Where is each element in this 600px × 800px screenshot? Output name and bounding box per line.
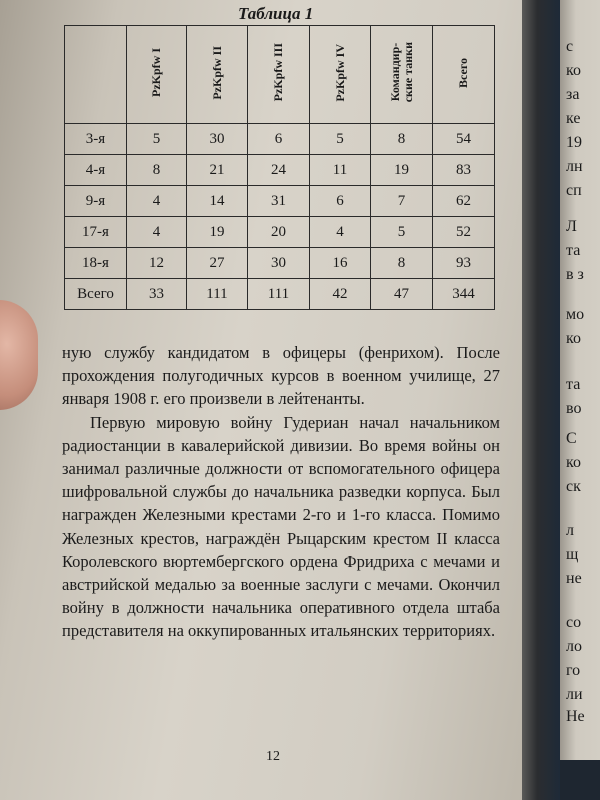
table-cell: 111 (187, 279, 248, 310)
table-cell: 21 (187, 155, 248, 186)
table-cell: 111 (248, 279, 310, 310)
table-cell: 42 (310, 279, 371, 310)
table-cell: 27 (187, 248, 248, 279)
table-cell: 93 (433, 248, 495, 279)
table-row (65, 217, 495, 248)
table-cell: 19 (187, 217, 248, 248)
right-page-line: ли (566, 686, 583, 703)
table-header-cell (65, 26, 127, 124)
table-cell: 19 (371, 155, 433, 186)
right-page-line: во (566, 400, 582, 417)
table-cell: 6 (248, 124, 310, 155)
table-cell: 8 (371, 248, 433, 279)
table-cell: 8 (371, 124, 433, 155)
right-page (560, 0, 600, 760)
table-cell: 12 (127, 248, 187, 279)
table-header-cell: PzKpfw IV (310, 26, 371, 124)
paragraph: ную службу кандидатом в офицеры (фенрихом). После прохождения полугодичных курсов в военном училище, 27 января 1908 г. его произвели в лейтенанты. (62, 343, 500, 409)
table-cell: 30 (187, 124, 248, 155)
table-caption: Таблица 1 (238, 4, 314, 23)
table-cell: 11 (310, 155, 371, 186)
right-page-line: та (566, 242, 581, 259)
right-page-line: Л (566, 218, 577, 235)
right-page-line: не (566, 570, 582, 587)
table-row (65, 248, 495, 279)
thumb (0, 300, 38, 410)
table-row (65, 155, 495, 186)
table-cell: 5 (127, 124, 187, 155)
right-page-line: ке (566, 110, 581, 127)
tank-table (64, 25, 495, 310)
table-cell: 6 (310, 186, 371, 217)
page-number: 12 (266, 749, 280, 764)
right-page-line: ко (566, 454, 581, 471)
right-page-line: сп (566, 182, 582, 199)
table-header-cell: PzKpfw II (187, 26, 248, 124)
right-page-line: мо (566, 306, 585, 323)
table-cell: 4 (127, 186, 187, 217)
table-row (65, 186, 495, 217)
right-page-line: го (566, 662, 581, 679)
right-page-line: щ (566, 546, 579, 563)
table-cell: 33 (127, 279, 187, 310)
table-header-cell: Командир- ские танки (371, 26, 433, 124)
right-page-line: за (566, 86, 580, 103)
body-text (62, 341, 500, 643)
table-header-cell: Всего (433, 26, 495, 124)
table-cell: 7 (371, 186, 433, 217)
table-cell: 52 (433, 217, 495, 248)
right-page-line: лн (566, 158, 583, 175)
table-cell: 47 (371, 279, 433, 310)
right-page-line: в з (566, 266, 584, 283)
right-page-line: Не (566, 708, 585, 725)
table-cell: 17-я (65, 217, 127, 248)
right-page-line: 19 (566, 134, 582, 151)
right-page-line: л (566, 522, 574, 539)
table-cell: Всего (65, 279, 127, 310)
right-page-line: с (566, 38, 574, 55)
table-cell: 62 (433, 186, 495, 217)
table-cell: 344 (433, 279, 495, 310)
book-binding (522, 0, 560, 800)
table-total-row (65, 279, 495, 310)
table-header-cell: PzKpfw I (127, 26, 187, 124)
right-page-line: со (566, 614, 582, 631)
table-cell: 8 (127, 155, 187, 186)
table-cell: 20 (248, 217, 310, 248)
right-page-line: та (566, 376, 581, 393)
right-page-line: ло (566, 638, 582, 655)
right-page-line: ко (566, 330, 581, 347)
table-cell: 83 (433, 155, 495, 186)
right-page-line: ко (566, 62, 581, 79)
table-cell: 9-я (65, 186, 127, 217)
right-page-line: С (566, 430, 577, 447)
table-header-row (65, 26, 495, 124)
table-cell: 4 (127, 217, 187, 248)
table-header-cell: PzKpfw III (248, 26, 310, 124)
right-page-line: ск (566, 478, 581, 495)
table-cell: 54 (433, 124, 495, 155)
table-cell: 5 (310, 124, 371, 155)
table-cell: 18-я (65, 248, 127, 279)
table-cell: 4-я (65, 155, 127, 186)
table-cell: 16 (310, 248, 371, 279)
table-cell: 14 (187, 186, 248, 217)
paragraph: Первую мировую войну Гудериан начал начальником радиостанции в кавалерийской дивизии. Во время войны он занимал различные должности от вспомогательного офицера шифровальной службы до начальника разведки корпуса. Был награжден Железными крестами 2-го и 1-го класса. Помимо Железных крестов, награждён Рыцарским крестом II класса Королевского вюртембергского ордена Фридриха с мечами и австрийской медалью за военные заслуги с мечами. Окончил войну в должности начальника оперативного отдела штаба представителя на оккупированных итальянских территориях. (62, 412, 500, 641)
table-cell: 24 (248, 155, 310, 186)
table-cell: 30 (248, 248, 310, 279)
table-cell: 3-я (65, 124, 127, 155)
table-cell: 31 (248, 186, 310, 217)
table-cell: 5 (371, 217, 433, 248)
table-cell: 4 (310, 217, 371, 248)
table-row (65, 124, 495, 155)
